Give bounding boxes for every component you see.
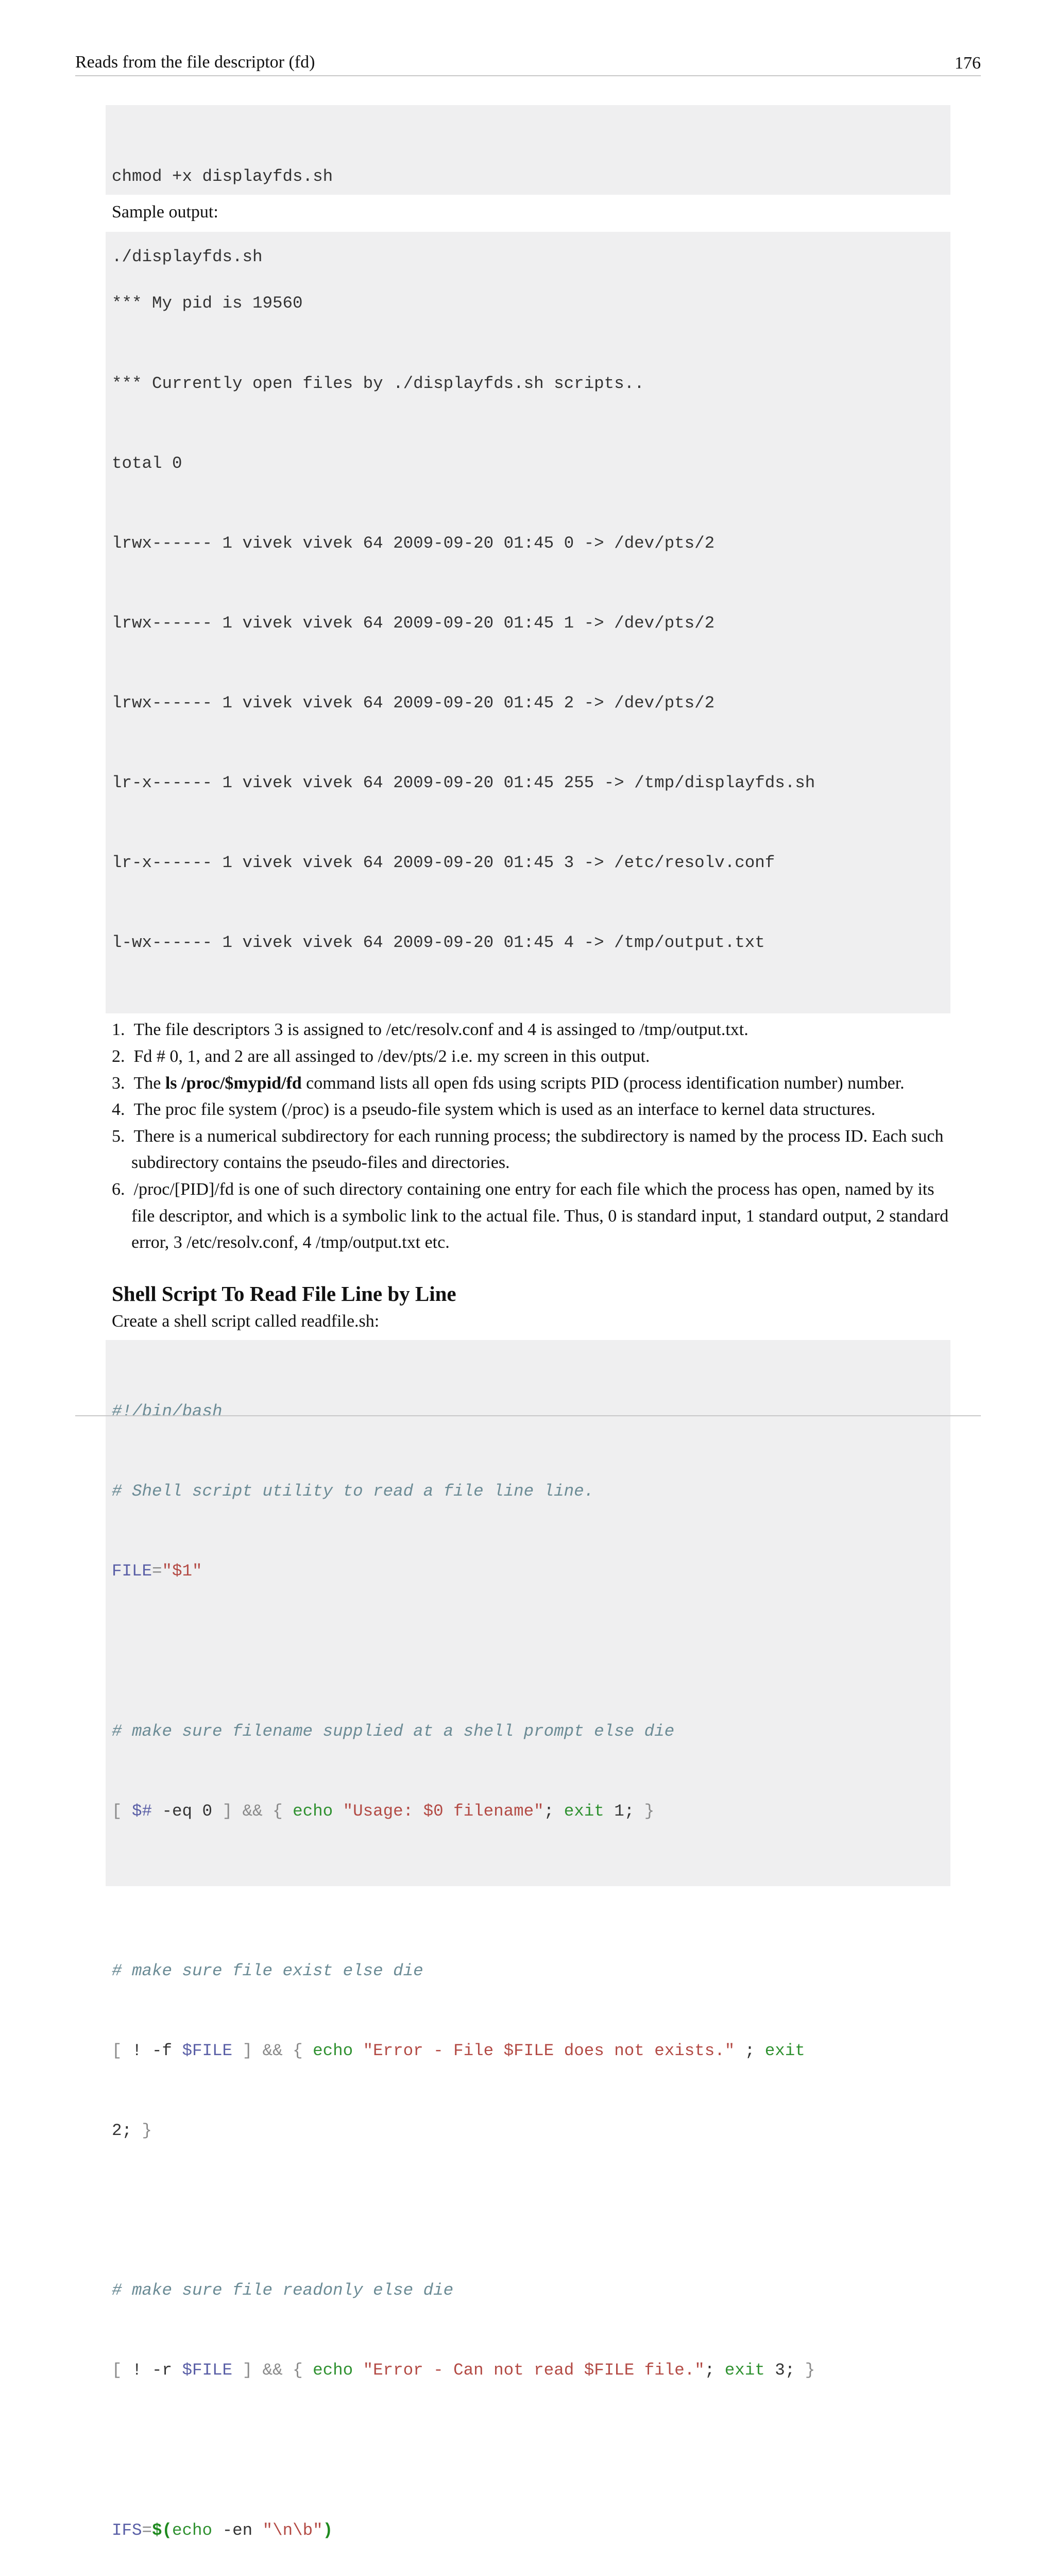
list-item: 6. /proc/[PID]/fd is one of such directory containing one entry for each file which the process has open, named by its file descriptor, and which is a symbolic link to the actual file. Thus, 0 is standard input, 1 standard output, 2 standard error, 3 /etc/resolv.conf, 4 /tmp/output.txt etc.	[112, 1179, 949, 1252]
code-line	[112, 2517, 944, 2544]
code-keyword: echo	[293, 1801, 333, 1821]
code-comment: #!/bin/bash	[112, 1402, 223, 1421]
code-line	[112, 2117, 944, 2144]
code-text: ;	[543, 1801, 564, 1821]
code-variable: $FILE	[182, 2041, 233, 2060]
code-variable: IFS	[112, 2520, 142, 2540]
code-keyword: echo	[313, 2361, 353, 2380]
code-subshell-close: )	[322, 2520, 333, 2540]
code-text: 3;	[764, 2361, 805, 2380]
code-operator: =	[142, 2520, 152, 2540]
output-line: l-wx------ 1 vivek vivek 64 2009-09-20 01:45 4 -> /tmp/output.txt	[112, 933, 765, 953]
page-header-title: Reads from the file descriptor (fd)	[75, 53, 315, 72]
code-variable: $#	[132, 1801, 152, 1821]
list-item-text: 3. The	[112, 1073, 165, 1093]
output-line: total 0	[112, 453, 182, 473]
code-operator: }	[142, 2121, 152, 2141]
code-line: ./displayfds.sh	[112, 247, 263, 266]
code-text: ;	[704, 2361, 725, 2380]
code-string: "\n\b"	[262, 2520, 323, 2540]
code-string: "Error - Can not read $FILE file."	[353, 2361, 705, 2380]
code-text: ;	[735, 2041, 765, 2060]
section-intro: Create a shell script called readfile.sh:	[112, 1311, 380, 1331]
page-header	[75, 49, 981, 76]
code-keyword: exit	[564, 1801, 604, 1821]
output-line: *** My pid is 19560	[112, 294, 303, 313]
code-line	[112, 1398, 944, 1425]
code-subshell-open: $(	[152, 2520, 173, 2540]
code-text: -en	[212, 2520, 263, 2540]
code-text: 1;	[604, 1801, 644, 1821]
code-string: "$1"	[162, 1562, 202, 1581]
code-operator: }	[644, 1801, 655, 1821]
code-keyword: echo	[313, 2041, 353, 2060]
code-operator: [	[112, 2361, 132, 2380]
code-comment: # make sure file readonly else die	[112, 2281, 454, 2300]
list-item: 5. There is a numerical subdirectory for each running process; the subdirectory is named by the process ID. Each such subdirectory contains the pseudo-files and directories.	[112, 1126, 944, 1173]
code-comment: # make sure file exist else die	[112, 1961, 423, 1980]
code-line	[112, 1718, 944, 1745]
list-item	[106, 1070, 950, 1097]
code-operator: }	[805, 2361, 815, 2380]
output-line: *** Currently open files by ./displayfds.sh scripts..	[112, 374, 644, 393]
code-line-blank	[112, 1638, 944, 1665]
output-line: lrwx------ 1 vivek vivek 64 2009-09-20 01:45 1 -> /dev/pts/2	[112, 613, 715, 633]
code-string: "Usage: $0 filename"	[333, 1801, 544, 1821]
list-item: 1. The file descriptors 3 is assigned to /etc/resolv.conf and 4 is assinged to /tmp/output.txt.	[112, 1020, 748, 1040]
code-text: ! -f	[132, 2041, 182, 2060]
code-line	[112, 1478, 944, 1505]
code-keyword: exit	[724, 2361, 765, 2380]
code-line	[112, 2277, 944, 2304]
code-keyword: exit	[764, 2041, 805, 2060]
code-text: ! -r	[132, 2361, 182, 2380]
code-comment: # Shell script utility to read a file line line.	[112, 1482, 594, 1501]
code-comment: # make sure filename supplied at a shell prompt else die	[112, 1721, 675, 1741]
list-item: 2. Fd # 0, 1, and 2 are all assinged to /dev/pts/2 i.e. my screen in this output.	[112, 1046, 650, 1066]
explanation-list	[106, 1016, 950, 1256]
code-text: -eq 0	[152, 1801, 223, 1821]
footer-divider	[75, 1415, 981, 1416]
section-heading: Shell Script To Read File Line by Line	[112, 1281, 456, 1306]
code-line	[112, 1958, 944, 1985]
code-operator: ] && {	[232, 2041, 313, 2060]
code-operator: ] && {	[232, 2361, 313, 2380]
code-variable: $FILE	[182, 2361, 233, 2380]
code-variable: FILE	[112, 1562, 152, 1581]
code-line-blank	[112, 1878, 944, 1905]
code-line	[112, 2357, 944, 2384]
code-string: "Error - File $FILE does not exists."	[353, 2041, 735, 2060]
code-line-blank	[112, 2197, 944, 2224]
code-text: 2;	[112, 2121, 142, 2141]
code-line	[112, 2038, 944, 2064]
inline-command: ls /proc/$mypid/fd	[165, 1073, 302, 1093]
list-item-text: command lists all open fds using scripts PID (process identification number) number.	[301, 1073, 905, 1093]
code-block-readfile-script	[106, 1340, 950, 2540]
code-line	[112, 1558, 944, 1585]
code-operator: =	[152, 1562, 162, 1581]
code-operator: [	[112, 2041, 132, 2060]
output-line: lrwx------ 1 vivek vivek 64 2009-09-20 01:45 2 -> /dev/pts/2	[112, 693, 715, 713]
page-number: 176	[955, 54, 981, 73]
output-line: lrwx------ 1 vivek vivek 64 2009-09-20 01:45 0 -> /dev/pts/2	[112, 533, 715, 553]
list-item: 4. The proc file system (/proc) is a pseudo-file system which is used as an interface to kernel data structures.	[112, 1100, 876, 1120]
code-line: chmod +x displayfds.sh	[112, 167, 333, 187]
code-block-sample-output	[106, 232, 950, 1013]
output-line: lr-x------ 1 vivek vivek 64 2009-09-20 01:45 3 -> /etc/resolv.conf	[112, 853, 775, 873]
output-line: lr-x------ 1 vivek vivek 64 2009-09-20 01:45 255 -> /tmp/displayfds.sh	[112, 773, 815, 793]
sample-output-label: Sample output:	[112, 202, 218, 222]
code-operator: [	[112, 1801, 132, 1821]
code-operator: ] && {	[222, 1801, 293, 1821]
code-line	[112, 1798, 944, 1825]
code-line-blank	[112, 2437, 944, 2464]
page-content	[106, 105, 950, 2540]
code-keyword: echo	[172, 2520, 213, 2540]
